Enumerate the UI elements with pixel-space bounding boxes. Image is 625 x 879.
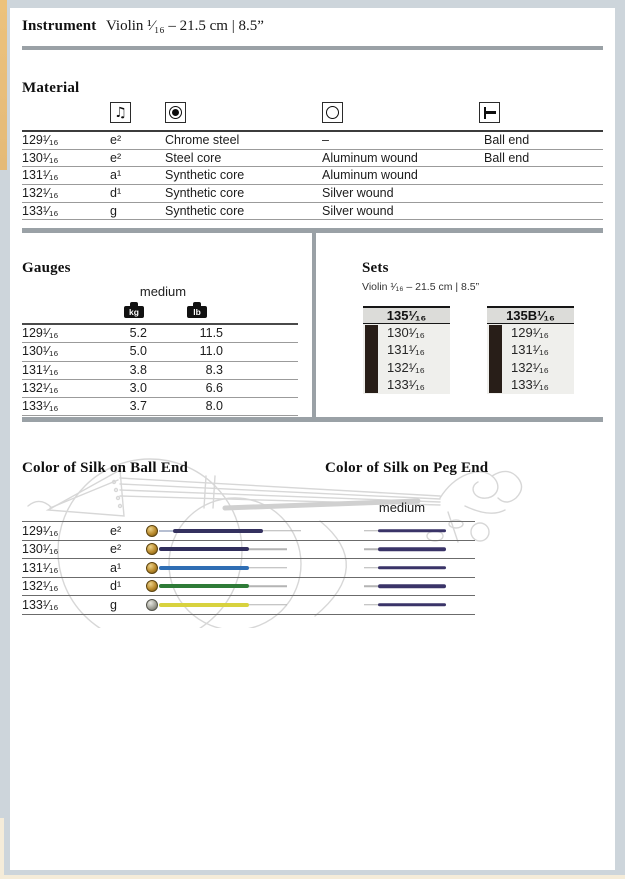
string-winding: – — [322, 133, 329, 147]
ball-end-icon — [146, 562, 158, 574]
string-id: 133¹⁄₁₆ — [22, 597, 59, 612]
photo-edge-cream-bottom — [0, 875, 625, 879]
ball-silk-band — [173, 529, 263, 533]
string-core: Synthetic core — [165, 168, 245, 183]
string-wire — [364, 530, 378, 532]
string-id: 132¹⁄₁₆ — [22, 186, 59, 201]
set-name: 135B¹⁄₁₆ — [487, 306, 574, 324]
string-note: g — [110, 203, 117, 218]
set-item: 132¹⁄₁₆ — [387, 359, 425, 375]
silk-row — [22, 578, 475, 597]
string-wire — [263, 530, 301, 532]
string-core: Chrome steel — [165, 133, 240, 147]
set-item: 130¹⁄₁₆ — [387, 325, 425, 340]
silk-row — [22, 596, 475, 615]
string-id: 132¹⁄₁₆ — [22, 380, 59, 395]
tension-lb: 11.0 — [199, 344, 223, 359]
ball-silk-band — [159, 547, 249, 551]
peg-silk-band — [378, 548, 446, 552]
string-id: 130¹⁄₁₆ — [22, 542, 59, 557]
string-wire — [364, 549, 378, 551]
gauges-title: Gauges — [22, 260, 71, 276]
string-wire — [249, 604, 287, 606]
string-wire — [249, 549, 287, 551]
gauges-table — [22, 323, 298, 416]
string-note: d¹ — [110, 579, 122, 594]
set-item: 133¹⁄₁₆ — [387, 377, 425, 393]
string-note: e² — [110, 523, 122, 538]
tension-lb: 8.3 — [205, 362, 223, 377]
table-row — [22, 185, 603, 203]
tension-kg: 5.0 — [129, 344, 147, 359]
string-winding: Aluminum wound — [322, 150, 418, 165]
string-wire — [249, 567, 287, 569]
string-wire — [364, 604, 378, 606]
string-note: e² — [110, 133, 122, 147]
string-id: 133¹⁄₁₆ — [22, 399, 59, 414]
set-items — [387, 324, 425, 394]
string-winding: Silver wound — [322, 203, 394, 218]
peg-silk-band — [378, 529, 446, 533]
set-item: 131¹⁄₁₆ — [511, 342, 549, 358]
string-winding: Silver wound — [322, 186, 394, 201]
gauges-tension-label: medium — [139, 284, 187, 299]
string-id: 131¹⁄₁₆ — [22, 560, 59, 575]
winding-icon — [322, 102, 343, 123]
string-id: 130¹⁄₁₆ — [22, 150, 59, 165]
silk-row — [22, 559, 475, 578]
set-package-bar — [489, 325, 502, 393]
tension-kg: 3.8 — [129, 362, 147, 377]
peg-silk-band — [378, 585, 446, 589]
silk-row — [22, 522, 475, 541]
string-id: 131¹⁄₁₆ — [22, 168, 59, 183]
string-id: 131¹⁄₁₆ — [22, 362, 59, 377]
spec-sheet-page — [10, 8, 615, 870]
photo-edge-cream-left — [0, 818, 4, 879]
string-note: a¹ — [110, 560, 122, 575]
table-row — [22, 167, 603, 185]
table-row — [22, 343, 298, 361]
sets-boxes — [363, 306, 603, 396]
silk-row — [22, 541, 475, 560]
set-item: 131¹⁄₁₆ — [387, 342, 425, 358]
string-core: Steel core — [165, 150, 222, 165]
instrument-label: Instrument — [22, 18, 97, 34]
ball-silk-band — [159, 584, 249, 588]
string-note: e² — [110, 542, 122, 557]
header-separator — [22, 46, 603, 50]
kg-weight-icon: kg — [123, 302, 145, 319]
string-note: e² — [110, 150, 122, 165]
ball-end-icon — [146, 525, 158, 537]
string-note: g — [110, 597, 117, 612]
ball-silk-lead — [159, 530, 173, 532]
table-row — [22, 132, 603, 150]
set-item: 129¹⁄₁₆ — [511, 325, 549, 340]
ball-end-icon — [146, 599, 158, 611]
instrument-value: Violin ¹⁄₁₆ – 21.5 cm | 8.5” — [106, 18, 264, 34]
string-id: 130¹⁄₁₆ — [22, 344, 59, 359]
silk-table — [22, 521, 475, 615]
tension-lb: 11.5 — [199, 326, 223, 340]
string-id: 129¹⁄₁₆ — [22, 326, 59, 340]
string-id: 129¹⁄₁₆ — [22, 133, 59, 147]
table-row — [22, 150, 603, 168]
string-note: d¹ — [110, 186, 122, 201]
string-wire — [364, 586, 378, 588]
panel-vertical-divider — [312, 228, 316, 422]
ball-end-icon — [146, 543, 158, 555]
set-name: 135¹⁄₁₆ — [363, 306, 450, 324]
set-package-bar — [365, 325, 378, 393]
string-wire — [364, 567, 378, 569]
string-id: 133¹⁄₁₆ — [22, 203, 59, 218]
set-box — [487, 306, 574, 394]
sets-subtitle: Violin ¹⁄₁₆ – 21.5 cm | 8.5” — [362, 281, 480, 293]
table-row — [22, 362, 298, 380]
silk-tension-label: medium — [378, 500, 426, 515]
table-row — [22, 380, 298, 398]
table-row — [22, 203, 603, 221]
lb-weight-icon: lb — [186, 302, 208, 319]
tension-kg: 3.7 — [129, 399, 147, 414]
peg-silk-band — [378, 603, 446, 607]
string-id: 129¹⁄₁₆ — [22, 523, 59, 538]
string-note: a¹ — [110, 168, 122, 183]
note-icon: ♫ — [110, 102, 131, 123]
string-end: Ball end — [484, 133, 530, 147]
silk-peg-title: Color of Silk on Peg End — [325, 460, 489, 476]
tension-lb: 8.0 — [205, 399, 223, 414]
ball-silk-band — [159, 603, 249, 607]
photo-edge-tan-strip — [0, 0, 7, 170]
panel-bottom-separator — [22, 417, 603, 422]
set-item: 133¹⁄₁₆ — [511, 377, 549, 393]
sets-title: Sets — [362, 260, 389, 276]
material-table — [22, 130, 603, 220]
string-end: Ball end — [484, 150, 530, 165]
end-icon — [479, 102, 500, 123]
table-row — [22, 325, 298, 343]
string-wire — [249, 586, 287, 588]
material-title: Material — [22, 80, 80, 96]
string-core: Synthetic core — [165, 186, 245, 201]
peg-silk-band — [378, 566, 446, 570]
string-core: Synthetic core — [165, 203, 245, 218]
ball-silk-band — [159, 566, 249, 570]
tension-kg: 5.2 — [129, 326, 147, 340]
tension-lb: 6.6 — [205, 380, 223, 395]
set-item: 132¹⁄₁₆ — [511, 359, 549, 375]
table-row — [22, 398, 298, 416]
silk-ball-title: Color of Silk on Ball End — [22, 460, 189, 476]
string-winding: Aluminum wound — [322, 168, 418, 183]
set-items — [511, 324, 549, 394]
set-box — [363, 306, 450, 394]
string-id: 132¹⁄₁₆ — [22, 579, 59, 594]
tension-kg: 3.0 — [129, 380, 147, 395]
core-icon — [165, 102, 186, 123]
ball-end-icon — [146, 580, 158, 592]
